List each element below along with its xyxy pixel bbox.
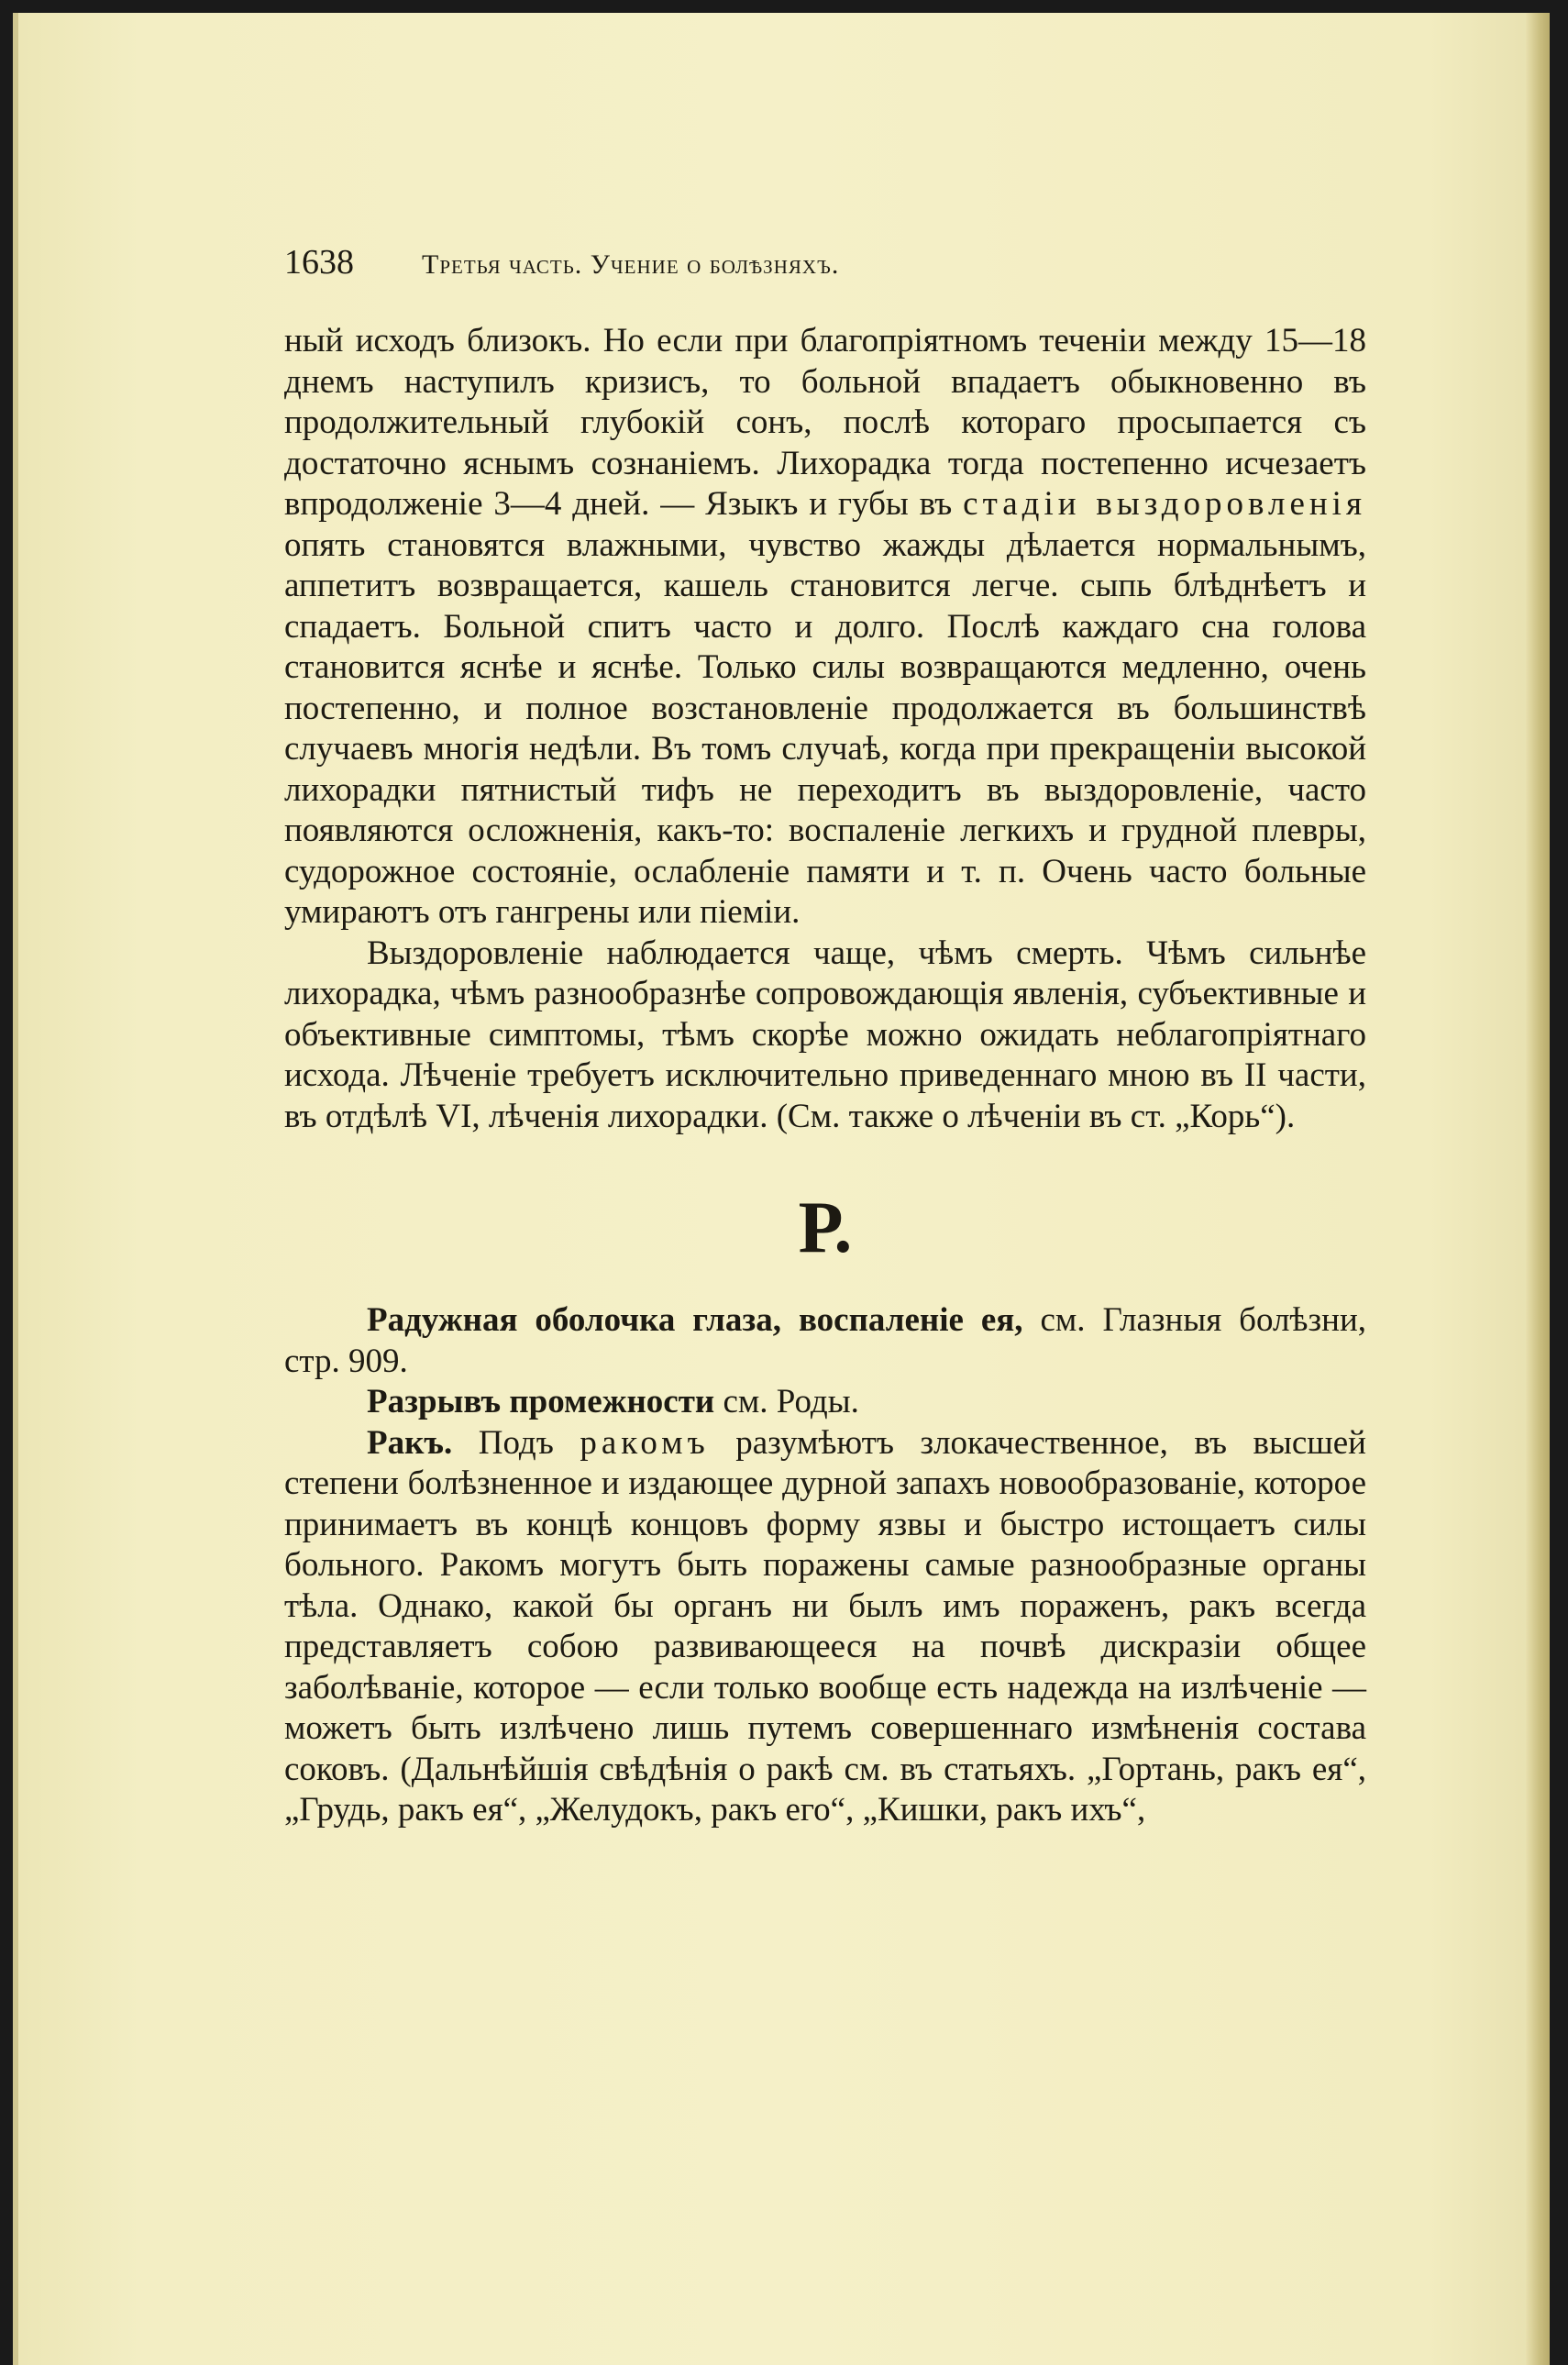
book-page: [13, 13, 1550, 2365]
entry-text-2: разумѣютъ злокачественное, въ высшей степени болѣзненное и издающее дурной запахъ новообразованіе, которое принимаетъ въ концѣ концовъ форму язвы и быстро истощаетъ силы больного. Ракомъ могутъ быть поражены самые разнообразные органы тѣла. Однако, какой бы органъ ни былъ имъ пораженъ, ракъ всегда представляетъ собою развивающееся на почвѣ дискразіи общее заболѣваніе, которое — если только вообще есть надежда на излѣченіе — можетъ быть излѣчено лишь путемъ совершеннаго измѣненія состава соковъ. (Дальнѣйшія свѣдѣнія о ракѣ см. въ статьяхъ. „Гортань, ракъ ея“, „Грудь, ракъ ея“, „Желудокъ, ракъ его“, „Кишки, ракъ ихъ“,: [284, 1423, 1366, 1829]
entry-text-1: Подъ: [452, 1423, 580, 1462]
section-letter: Р.: [798, 1188, 853, 1268]
entry-text: см. Глазныя болѣзни, стр. 909.: [284, 1301, 1366, 1380]
spaced-term: стадіи выздоровленія: [963, 485, 1366, 523]
entry-cancer: [284, 1423, 1366, 1831]
entry-term: Разрывъ промежности: [367, 1383, 715, 1420]
entry-term: Ракъ.: [367, 1423, 453, 1462]
entry-term: Радужная оболочка глаза, воспаленіе ея,: [367, 1301, 1023, 1339]
continuation-paragraph: [284, 321, 1366, 934]
page-edge: [1526, 13, 1550, 2365]
entry-perineum: [284, 1382, 1366, 1423]
prognosis-paragraph: Выздоровленіе наблюдается чаще, чѣмъ смерть. Чѣмъ сильнѣе лихорадка, чѣмъ разнообразнѣе сопровождающія явленія, субъективные и объективные симптомы, тѣмъ скорѣе можно ожидать неблагопріятнаго исхода. Лѣченіе требуетъ исключительно приведеннаго мною въ II части, въ отдѣлѣ VI, лѣченія лихорадки. (См. также о лѣченіи въ ст. „Корь“).: [284, 934, 1366, 1135]
running-head: [284, 242, 1366, 297]
continuation-text-1: ный исходъ близокъ. Но если при благопріятномъ теченіи между 15—18 днемъ наступилъ кризисъ, то больной впадаетъ обыкновенно въ продолжительный глубокій сонъ, послѣ котораго просыпается съ достаточно яснымъ сознаніемъ. Лихорадка тогда постепенно исчезаетъ впродолженіе 3—4 дней. — Языкъ и губы въ: [284, 322, 1366, 523]
spaced-term: ракомъ: [580, 1423, 710, 1462]
body-text: [284, 321, 1366, 1831]
page-content: [284, 242, 1366, 1831]
entry-text: см. Роды.: [714, 1383, 859, 1420]
entry-iris: [284, 1300, 1366, 1382]
page-number: 1638: [284, 243, 354, 282]
continuation-text-2: опять становятся влажными, чувство жажды дѣлается нормальнымъ, аппетитъ возвращается, кашель становится легче. сыпь блѣднѣетъ и спадаетъ. Больной спитъ часто и долго. Послѣ каждаго сна голова становится яснѣе и яснѣе. Только силы возвращаются медленно, очень постепенно, и полное возстановленіе продолжается въ большинствѣ случаевъ многія недѣли. Въ томъ случаѣ, когда при прекращеніи высокой лихорадки пятнистый тифъ не переходитъ въ выздоровленіе, часто появляются осложненія, какъ-то: воспаленіе легкихъ и грудной плевры, судорожное состояніе, ослабленіе памяти и т. п. Очень часто больные умираютъ отъ гангрены или піеміи.: [284, 525, 1366, 931]
running-title: Третья часть. Учение о болѣзняхъ.: [422, 249, 840, 280]
